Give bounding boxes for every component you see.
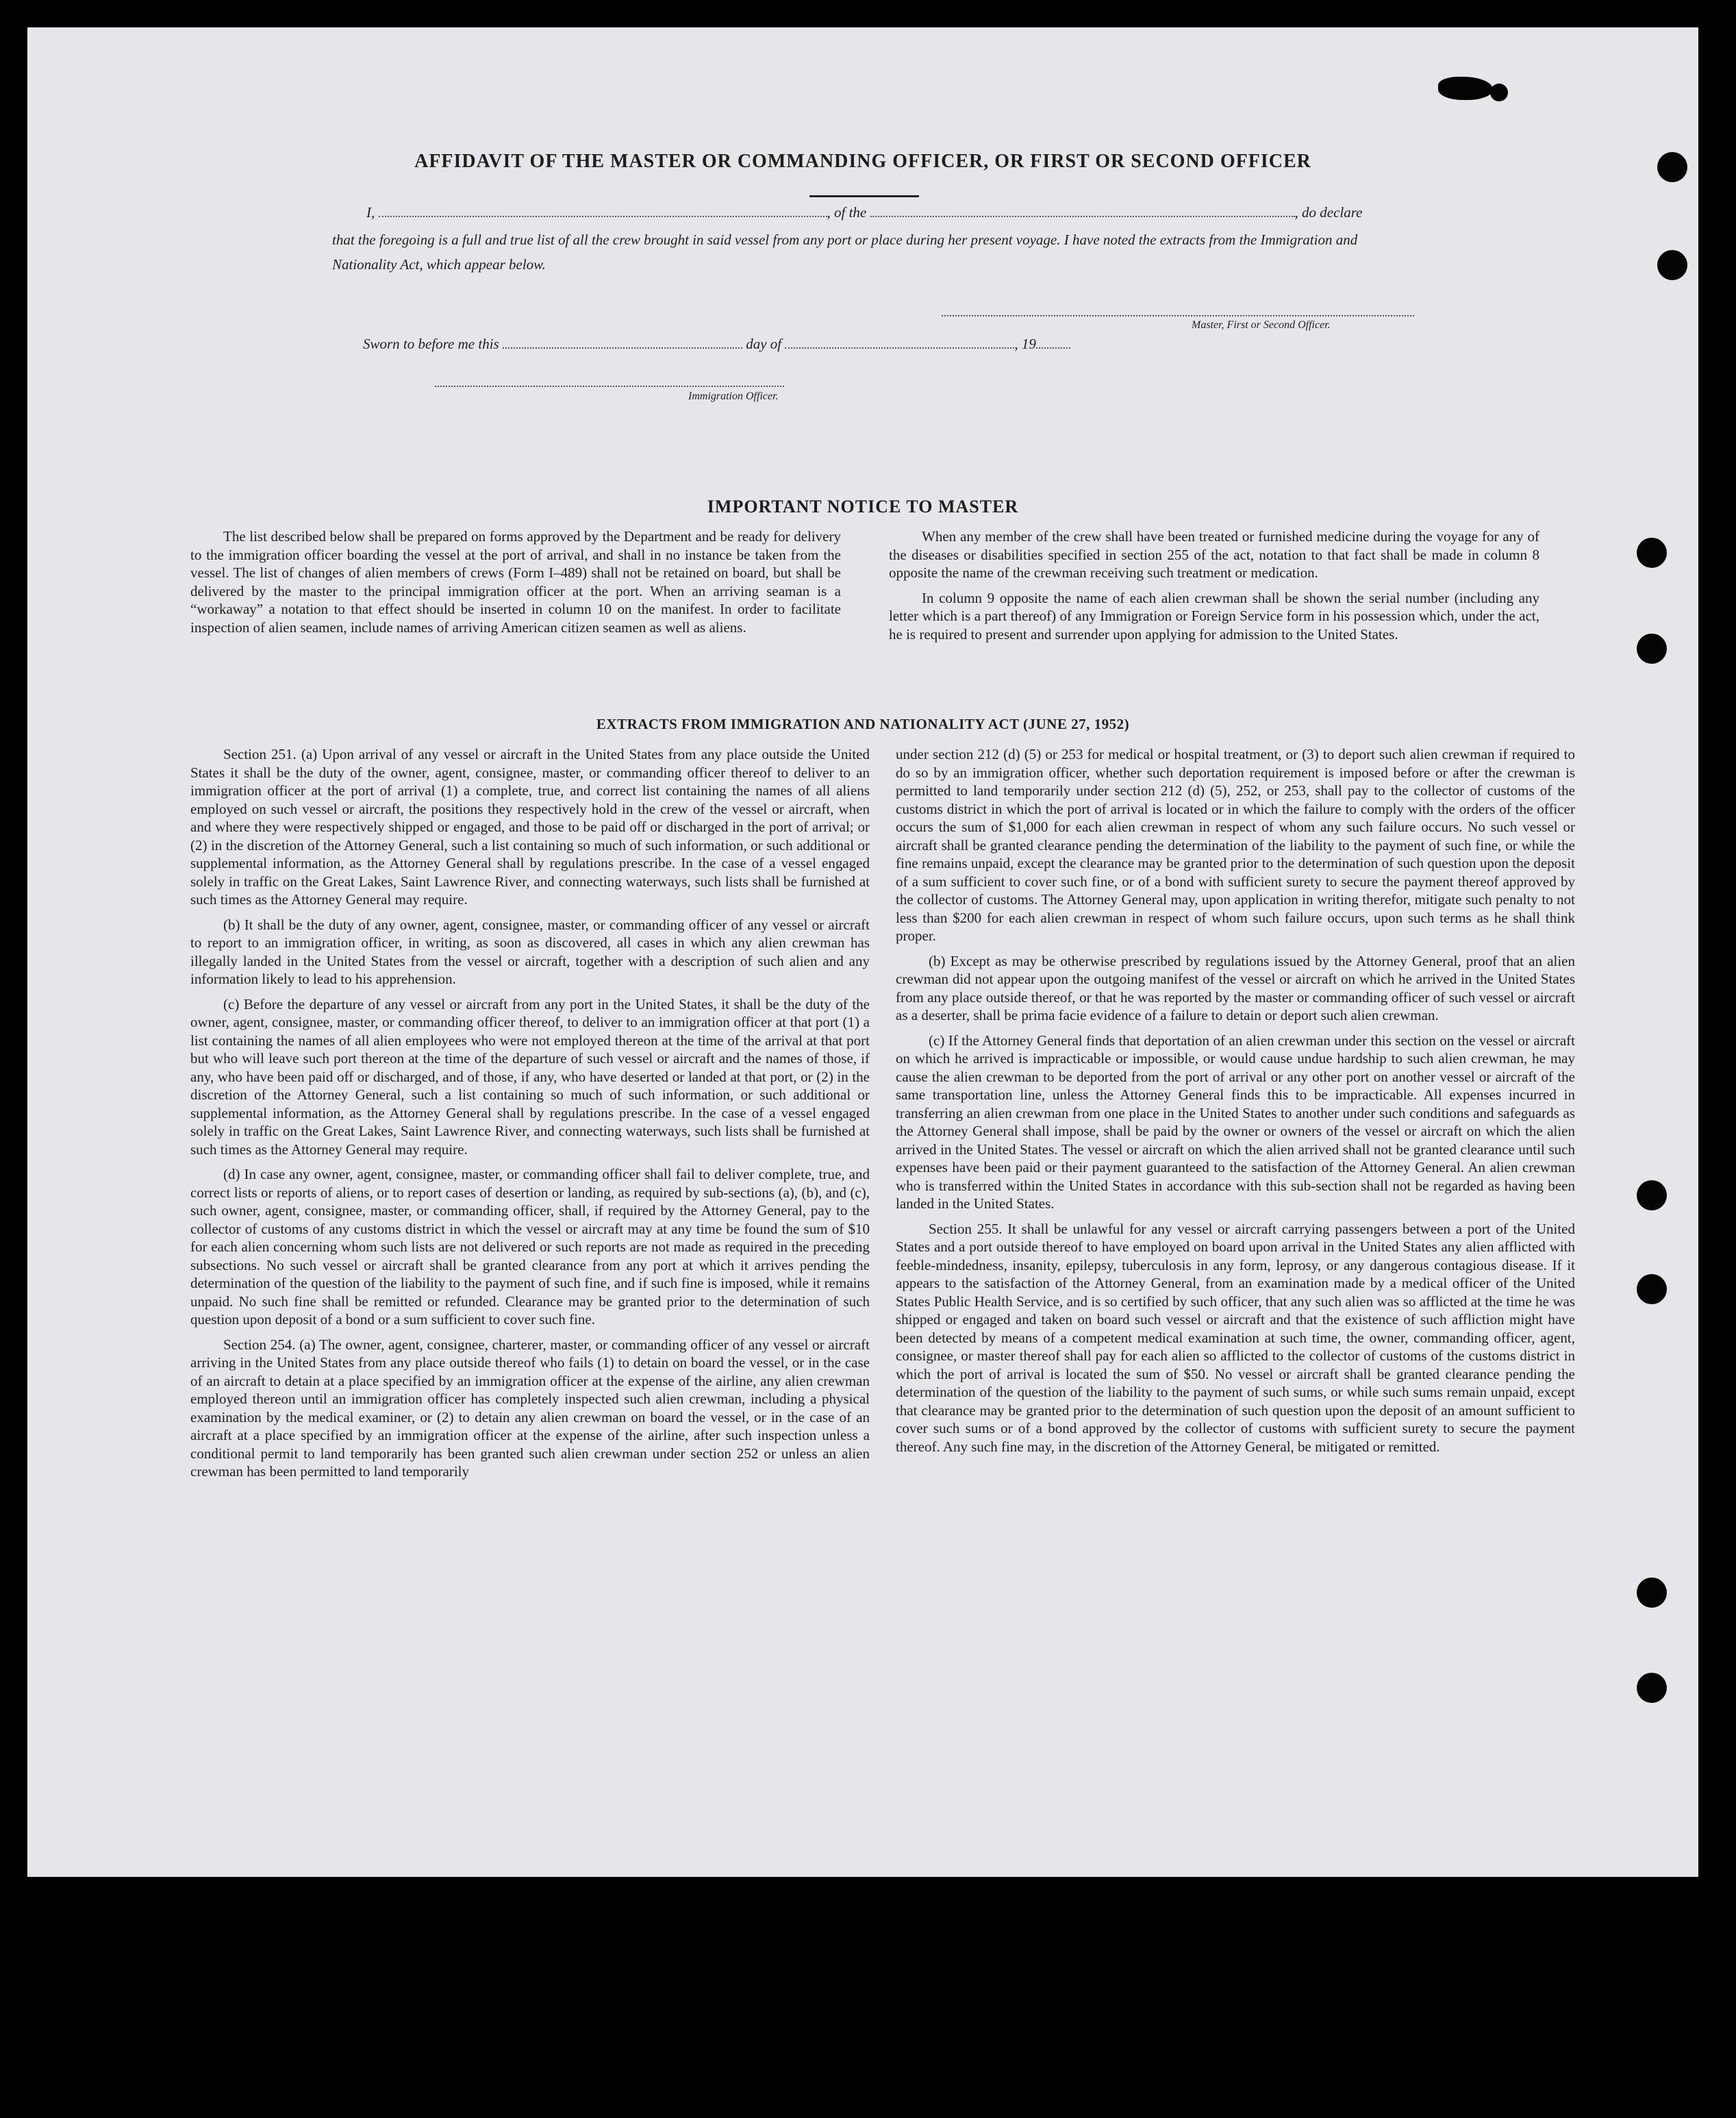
extracts-right-column — [896, 745, 1575, 1462]
statute-paragraph: under section 212 (d) (5) or 253 for medical or hospital treatment, or (3) to deport such alien crewman if required to do so by an immigration officer, whether such deportation requirement is imposed before or after the crewman is permitted to land temporarily under section 212 (d) (5), 252, or 253, shall pay to the collector of customs of the customs district in which the port of arrival is located or in which the failure to comply with the orders of the officer occurs the sum of $1,000 for each alien crewman in respect of whom any such failure occurs. No such vessel or aircraft shall be granted clearance pending the determination of the liability to the payment of such fine, or while the fine remains unpaid, except the clearance may be granted prior to the determination of such question upon the deposit of a sum sufficient to cover such fine, or of a bond with sufficient surety to secure the payment thereof approved by the collector of customs. The Attorney General may, upon application in writing therefor, mitigate such penalty to not less than $200 for each alien crewman in respect of whom such failure occurs, upon such terms as he shall think proper. — [896, 746, 1575, 944]
notice-paragraph: When any member of the crew shall have been treated or furnished medicine during the voyage for any of the diseases or disabilities specified in section 255 of the act, notation to that fact shall be made in column 8 opposite the name of the crewman receiving such treatment or medication. — [889, 528, 1539, 581]
ink-blot — [1438, 77, 1493, 100]
sworn-year-field[interactable] — [1036, 347, 1070, 349]
extracts-left-column — [190, 745, 870, 1488]
punch-hole — [1637, 1578, 1667, 1608]
statute-paragraph: (c) If the Attorney General finds that deportation of an alien crewman under this section on the vessel or aircraft on which he arrived is impracticable or impossible, or would cause undue hardship to such alien crewman, he may cause the alien crewman to be deported from the port of arrival or any other port on another vessel or aircraft of the same transportation line, unless the Attorney General finds this to be impracticable. All expenses incurred in transferring an alien crewman from one place in the United States to another under such conditions and safeguards as the Attorney General shall impose, shall be paid by the owner or owners of the vessel or aircraft on which the alien arrived in the United States. The vessel or aircraft on which the alien arrived shall not be granted clearance until such expenses have been paid or their payment guaranteed to the satisfaction of the Attorney General. An alien crewman who is transferred within the United States in accordance with this sub-section shall not be regarded as having been landed in the United States. — [896, 1032, 1575, 1212]
extracts-title: EXTRACTS FROM IMMIGRATION AND NATIONALITY ACT (JUNE 27, 1952) — [596, 716, 1130, 732]
master-signature-line[interactable] — [942, 315, 1414, 316]
sworn-line — [363, 336, 1070, 353]
ink-blot — [1490, 84, 1508, 101]
notice-left-column — [190, 527, 841, 643]
notice-paragraph: The list described below shall be prepared on forms approved by the Department and be ready for delivery to the immigration officer boarding the vessel at the port of arrival, and shall in no instance be taken from the vessel. The list of changes of alien members of crews (Form I–489) shall not be retained on board, but shall be delivered by the master to the principal immigration officer at the port. When an arriving seaman is a “workaway” a notation to that effect should be inserted in column 10 on the manifest. In order to facilitate inspection of alien seamen, include names of arriving American citizen seamen as well as aliens. — [190, 528, 841, 636]
sworn-day-field[interactable] — [503, 347, 742, 349]
sworn-month-field[interactable] — [785, 347, 1014, 349]
affidavit-title: AFFIDAVIT OF THE MASTER OR COMMANDING OFFICER, OR FIRST OR SECOND OFFICER — [414, 151, 1311, 172]
notice-right-column — [889, 527, 1539, 650]
do-declare-label: , do declare — [1294, 204, 1363, 221]
of-the-label: , of the — [827, 204, 867, 221]
punch-hole — [1637, 1274, 1667, 1304]
punch-hole — [1637, 634, 1667, 664]
notice-paragraph: In column 9 opposite the name of each alien crewman shall be shown the serial number (including any letter which is a part thereof) of any Immigration or Foreign Service form in his possession which, under the act, he is required to present and surrender upon applying for admission to the United States. — [889, 589, 1539, 643]
punch-hole — [1657, 250, 1687, 280]
declaration-text: that the foregoing is a full and true list of all the crew brought in said vessel from any port or place during her present voyage. I have noted the extracts from the Immigration and Nationality Act, which appear below. — [332, 232, 1358, 273]
immigration-officer-signature-line[interactable] — [435, 386, 784, 387]
declarant-line — [366, 204, 1362, 221]
immigration-officer-caption: Immigration Officer. — [688, 390, 779, 402]
notice-title: IMPORTANT NOTICE TO MASTER — [707, 497, 1019, 516]
statute-paragraph: (d) In case any owner, agent, consignee, master, or commanding officer shall fail to deliver complete, true, and correct lists or reports of aliens, or to report cases of desertion or landing, as required by sub-sections (a), (b), and (c), such owner, agent, consignee, master, or commanding officer, shall, if required by the Attorney General, pay to the collector of customs of any customs district in which the vessel or aircraft may at any time be found the sum of $10 for each alien concerning whom such lists are not delivered or such reports are not made as required in the preceding subsections. No such vessel or aircraft shall be granted clearance from any port at which it arrives pending the determination of the question of the liability to the payment of such fine, and if such fine is imposed, while it remains unpaid. No such fine shall be remitted or refunded. Clearance may be granted prior to the determination of such question upon deposit of a bond or a sum sufficient to cover such fine. — [190, 1166, 870, 1328]
statute-paragraph: (b) Except as may be otherwise prescribed by regulations issued by the Attorney General, proof that an alien crewman did not appear upon the outgoing manifest of the vessel or aircraft on which he arrived in the United States from any place outside thereof, or that he was reported by the master or commanding officer of such vessel or aircraft as a deserter, shall be prima facie evidence of a failure to detain or deport such alien crewman. — [896, 952, 1575, 1023]
statute-paragraph: Section 251. (a) Upon arrival of any vessel or aircraft in the United States from any place outside the United States it shall be the duty of the owner, agent, consignee, master, or commanding officer thereof to deliver to an immigration officer at the port of arrival (1) a complete, true, and correct list containing the names of all aliens employed on such vessel or aircraft, the positions they respectively hold in the crew of the vessel or aircraft, when and where they were respectively shipped or engaged, and those to be paid off or discharged in the port of arrival; or (2) in the discretion of the Attorney General, such a list containing so much of such information, or such additional or supplemental information, as the Attorney General shall by regulations prescribe. In the case of a vessel engaged solely in traffic on the Great Lakes, Saint Lawrence River, and connecting waterways, such lists shall be furnished at such times as the Attorney General may require. — [190, 746, 870, 908]
i-label: I, — [366, 204, 375, 221]
statute-paragraph: Section 255. It shall be unlawful for any vessel or aircraft carrying passengers between a port of the United States and a port outside thereof to have employed on board upon arrival in the United States any alien afflicted with feeble-mindedness, insanity, epilepsy, tuberculosis in any form, leprosy, or any dangerous contagious disease. If it appears to the satisfaction of the Attorney General, from an examination made by a medical officer of the United States Public Health Service, and is so certified by such officer, that any such alien was so afflicted at the time he was shipped or engaged and taken on board such vessel or aircraft and that the existence of such affliction might have been detected by means of a competent medical examination at such time, the owner, commanding officer, agent, consignee, or master thereof shall pay for each alien so afflicted to the collector of customs of the customs district in which the port of arrival is located the sum of $50. No vessel or aircraft shall be granted clearance pending the determination of the question of the liability to the payment of such sums, or while such sums remain unpaid, except that clearance may be granted prior to the determination of such question upon the deposit of an amount sufficient to cover such sums or of a bond approved by the collector of customs with sufficient surety to secure the payment thereof. Any such fine may, in the discretion of the Attorney General, be mitigated or remitted. — [896, 1220, 1575, 1455]
statute-paragraph: Section 254. (a) The owner, agent, consignee, charterer, master, or commanding officer of any vessel or aircraft arriving in the United States from any place outside thereof who fails (1) to detain on board the vessel, or in the case of an aircraft to detain at a place specified by an immigration officer at the expense of the airline, any alien crewman employed thereon until an immigration officer has completely inspected such alien crewman, including a physical examination by the medical examiner, or (2) to detain any alien crewman on board the vessel, or in the case of an aircraft at a place specified by an immigration officer at the expense of the airline, after such inspection unless a conditional permit to land temporarily has been granted such alien crewman under section 252 or unless an alien crewman has been permitted to land temporarily — [190, 1336, 870, 1480]
vessel-field[interactable] — [870, 215, 1295, 217]
sworn-label: Sworn to before me this — [363, 336, 499, 352]
punch-hole — [1637, 538, 1667, 568]
title-underline — [809, 195, 919, 197]
name-field[interactable] — [379, 215, 827, 217]
document-page — [27, 27, 1698, 1877]
statute-paragraph: (c) Before the departure of any vessel or aircraft from any port in the United States, it shall be the duty of the owner, agent, consignee, master, or commanding officer thereof, to deliver to an immigration officer at that port (1) a list containing the names of all alien employees who were not employed thereon at the time of the arrival at that port but who will leave such port thereon at the time of the departure of such vessel or aircraft and the names of those, if any, who have been paid off or discharged, and of those, if any, who have deserted or landed at that port, or (2) in the discretion of the Attorney General, such a list containing so much of such information, or such additional or supplemental information, as the Attorney General shall by regulations prescribe. In the case of a vessel engaged solely in traffic on the Great Lakes, Saint Lawrence River, and connecting waterways, such lists shall be furnished at such times as the Attorney General may require. — [190, 995, 870, 1158]
punch-hole — [1637, 1180, 1667, 1210]
punch-hole — [1637, 1673, 1667, 1703]
day-of-label: day of — [746, 336, 782, 352]
year-prefix: , 19 — [1014, 336, 1036, 352]
statute-paragraph: (b) It shall be the duty of any owner, agent, consignee, master, or commanding officer of any vessel or aircraft to report to an immigration officer, in writing, as soon as discovered, all cases in which any alien crewman has illegally landed in the United States from the vessel or aircraft, together with a description of such alien and any information likely to lead to his apprehension. — [190, 916, 870, 987]
master-signature-caption: Master, First or Second Officer. — [1192, 319, 1331, 331]
